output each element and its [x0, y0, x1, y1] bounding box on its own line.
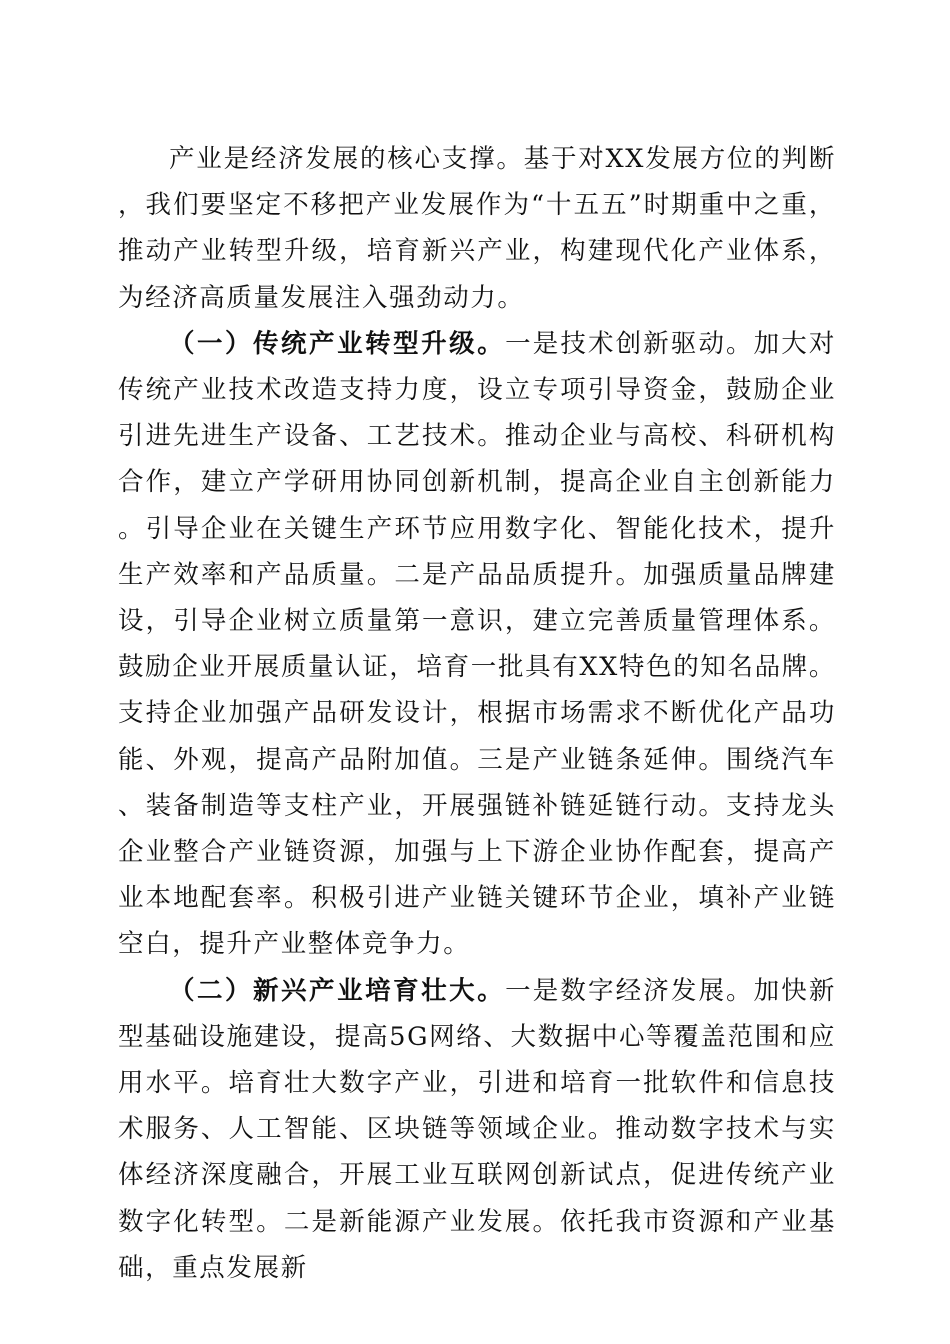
intro-paragraph	[118, 136, 836, 321]
section-heading: （一）传统产业转型升级。	[169, 328, 506, 359]
section-heading: （二）新兴产业培育壮大。	[169, 975, 506, 1006]
document-body	[118, 136, 836, 1291]
paragraph-text: 产业是经济发展的核心支撑。基于对XX发展方位的判断，我们要坚定不移把产业发展作为“十五五”时期重中之重，推动产业转型升级，培育新兴产业，构建现代化产业体系，为经济高质量发展注入强劲动力。	[118, 144, 836, 313]
section-emerging-industry	[118, 968, 836, 1291]
paragraph-text: 一是技术创新驱动。加大对传统产业技术改造支持力度，设立专项引导资金，鼓励企业引进先进生产设备、工艺技术。推动企业与高校、科研机构合作，建立产学研用协同创新机制，提高企业自主创新能力。引导企业在关键生产环节应用数字化、智能化技术，提升生产效率和产品质量。二是产品品质提升。加强质量品牌建设，引导企业树立质量第一意识，建立完善质量管理体系。鼓励企业开展质量认证，培育一批具有XX特色的知名品牌。支持企业加强产品研发设计，根据市场需求不断优化产品功能、外观，提高产品附加值。三是产业链条延伸。围绕汽车、装备制造等支柱产业，开展强链补链延链行动。支持龙头企业整合产业链资源，加强与上下游企业协作配套，提高产业本地配套率。积极引进产业链关键环节企业，填补产业链空白，提升产业整体竞争力。	[118, 328, 836, 960]
section-traditional-industry	[118, 321, 836, 968]
paragraph-text: 一是数字经济发展。加快新型基础设施建设，提高5G网络、大数据中心等覆盖范围和应用水平。培育壮大数字产业，引进和培育一批软件和信息技术服务、人工智能、区块链等领域企业。推动数字技术与实体经济深度融合，开展工业互联网创新试点，促进传统产业数字化转型。二是新能源产业发展。依托我市资源和产业基础，重点发展新	[118, 975, 836, 1283]
